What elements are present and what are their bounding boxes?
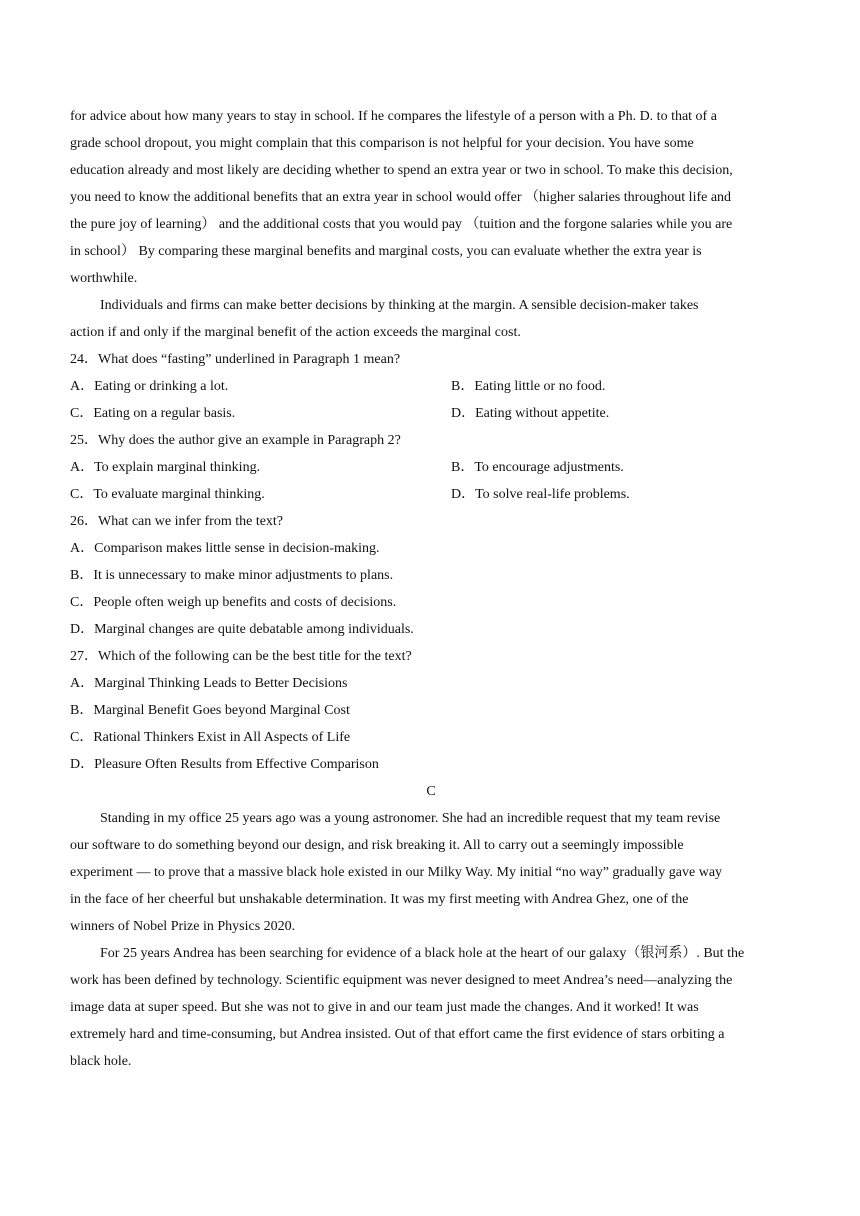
option-c: C．Rational Thinkers Exist in All Aspects of Life (70, 730, 351, 745)
text-line: our software to do something beyond our design, and risk breaking it. All to carry out a seemingly impossible (70, 838, 684, 853)
option-b: B．To encourage adjustments. (451, 460, 624, 475)
question-24 (70, 346, 792, 427)
option-c: C．People often weigh up benefits and costs of decisions. (70, 595, 397, 610)
text-line: extremely hard and time-consuming, but Andrea insisted. Out of that effort came the first evidence of stars orbiting a (70, 1027, 725, 1042)
option-a: A．To explain marginal thinking. (70, 460, 261, 475)
question-stem: 27．Which of the following can be the best title for the text? (70, 649, 412, 664)
question-stem: 25．Why does the author give an example in Paragraph 2? (70, 433, 401, 448)
text-line: For 25 years Andrea has been searching for evidence of a black hole at the heart of our galaxy（银河系）. But the (100, 946, 745, 961)
text-line: for advice about how many years to stay in school. If he compares the lifestyle of a person with a Ph. D. to that of a (70, 109, 717, 124)
option-c: C．To evaluate marginal thinking. (70, 487, 265, 502)
text-line: Standing in my office 25 years ago was a young astronomer. She had an incredible request that my team revise (100, 811, 721, 826)
passage-b-paragraph-final (70, 292, 792, 346)
option-b: B．Marginal Benefit Goes beyond Marginal Cost (70, 703, 350, 718)
passage-c-paragraph-2 (70, 940, 792, 1075)
text-line: Individuals and firms can make better decisions by thinking at the margin. A sensible decision-maker takes (100, 298, 699, 313)
option-a: A．Eating or drinking a lot. (70, 379, 229, 394)
text-line: education already and most likely are deciding whether to spend an extra year or two in school. To make this decision, (70, 163, 733, 178)
text-line: the pure joy of learning） and the additional costs that you would pay （tuition and the forgone salaries while you are (70, 217, 733, 232)
question-27 (70, 643, 792, 778)
question-25 (70, 427, 792, 508)
option-b: B．It is unnecessary to make minor adjustments to plans. (70, 568, 394, 583)
question-stem: 26．What can we infer from the text? (70, 514, 284, 529)
passage-c-heading: C (426, 784, 436, 799)
option-d: D．Marginal changes are quite debatable among individuals. (70, 622, 414, 637)
text-line: grade school dropout, you might complain that this comparison is not helpful for your decision. You have some (70, 136, 694, 151)
passage-c-paragraph-1 (70, 805, 792, 940)
text-line: work has been defined by technology. Scientific equipment was never designed to meet Andrea’s need—analyzing the (70, 973, 733, 988)
option-d: D．Eating without appetite. (451, 406, 610, 421)
question-stem: 24．What does “fasting” underlined in Paragraph 1 mean? (70, 352, 401, 367)
text-line: experiment — to prove that a massive black hole existed in our Milky Way. My initial “no way” gradually gave way (70, 865, 723, 880)
question-26 (70, 508, 792, 643)
text-line: winners of Nobel Prize in Physics 2020. (70, 919, 296, 934)
text-line: image data at super speed. But she was not to give in and our team just made the changes. And it worked! It was (70, 1000, 699, 1015)
text-line: worthwhile. (70, 271, 138, 286)
option-d: D．To solve real-life problems. (451, 487, 630, 502)
text-line: you need to know the additional benefits that an extra year in school would offer （higher salaries throughout life and (70, 190, 732, 205)
text-line: in school） By comparing these marginal benefits and marginal costs, you can evaluate whether the extra year is (70, 244, 702, 259)
option-a: A．Comparison makes little sense in decision-making. (70, 541, 380, 556)
option-a: A．Marginal Thinking Leads to Better Decisions (70, 676, 348, 691)
document-page (70, 103, 792, 1075)
text-line: in the face of her cheerful but unshakable determination. It was my first meeting with Andrea Ghez, one of the (70, 892, 689, 907)
option-c: C．Eating on a regular basis. (70, 406, 236, 421)
passage-b-paragraph-continued (70, 103, 792, 292)
option-b: B．Eating little or no food. (451, 379, 606, 394)
text-line: action if and only if the marginal benefit of the action exceeds the marginal cost. (70, 325, 521, 340)
text-line: black hole. (70, 1054, 132, 1069)
option-d: D．Pleasure Often Results from Effective Comparison (70, 757, 379, 772)
